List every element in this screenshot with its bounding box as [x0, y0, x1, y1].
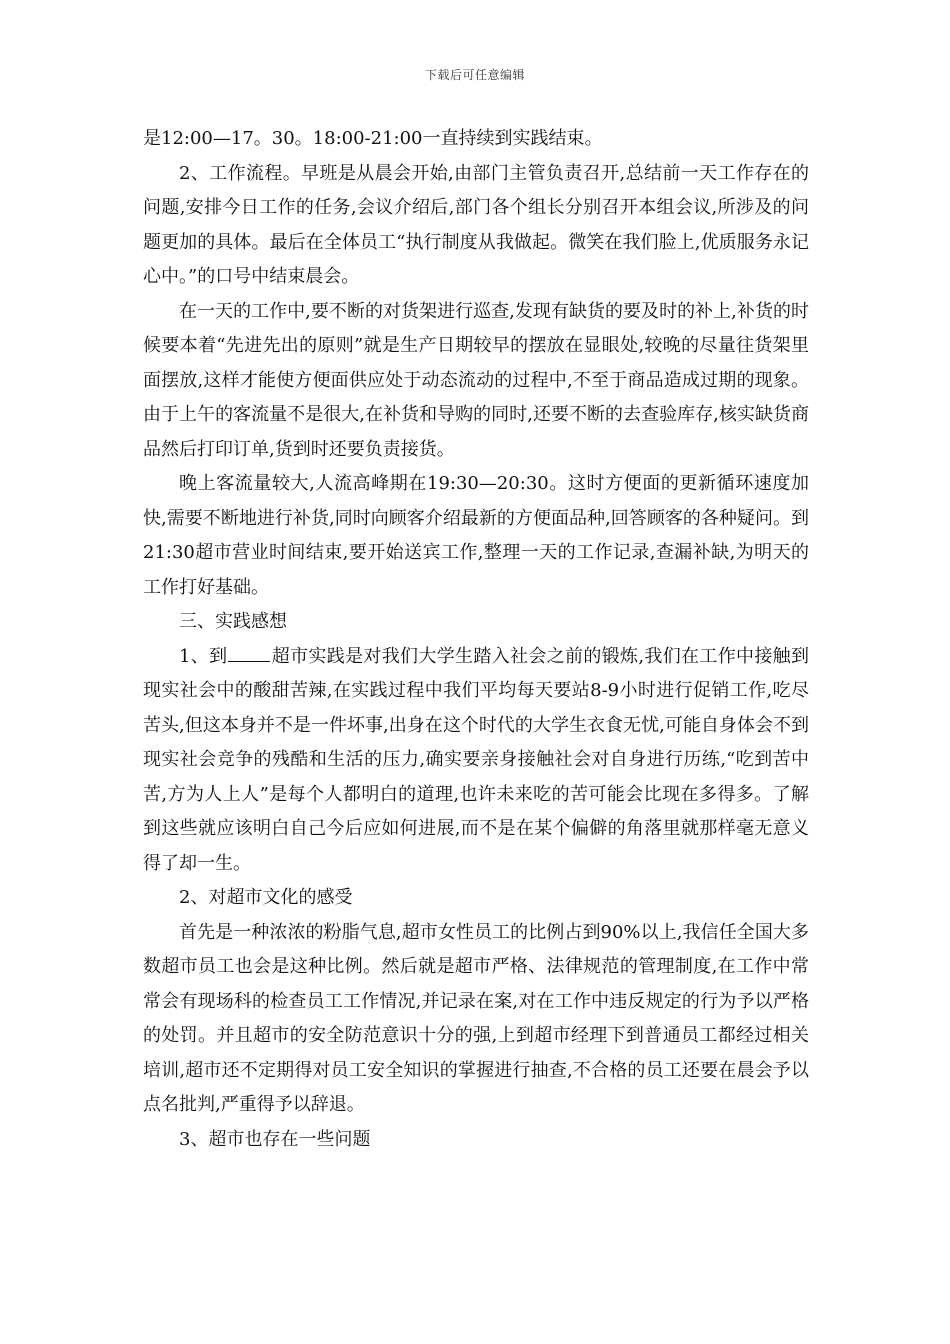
paragraph-evening-work: 晚上客流量较大,人流高峰期在19:30—20:30。这时方便面的更新循环速度加快,需要不断地进行补货,同时向顾客介绍最新的方便面品种,回答顾客的各种疑问。到21:30超市营业时间结束,要开始送宾工作,整理一天的工作记录,查漏补缺,为明天的工作打好基础。 — [143, 473, 809, 598]
reflection-1-text: 超市实践是对我们大学生踏入社会之前的锻炼,我们在工作中接触到现实社会中的酸甜苦辣,在实践过程中我们平均每天要站8-9小时进行促销工作,吃尽苦头,但这本身并不是一件坏事,出身在这个时代的大学生衣食无忧,可能自身体会不到现实社会竞争的残酷和生活的压力,确实要亲身接触社会对自身进行历练,“吃到苦中苦,方为人上人”是每个人都明白的道理,也许未来吃的苦可能会比现在多得多。了解到这些就应该明白自己今后应如何进展,而不是在某个偏僻的角落里就那样毫无意义得了却一生。 — [143, 645, 809, 874]
paragraph-daily-work: 在一天的工作中,要不断的对货架进行巡查,发现有缺货的要及时的补上,补货的时候要本着“先进先出的原则”就是生产日期较早的摆放在显眼处,较晚的尽量往货架里面摆放,这样才能使方便面供应处于动态流动的过程中,不至于商品造成过期的现象。由于上午的客流量不是很大,在补货和导购的同时,还要不断的去查验库存,核实缺货商品然后打印订单,货到时还要负责接货。 — [143, 300, 809, 460]
section-heading-practice-reflections: 三、实践感想 — [179, 611, 287, 632]
subheading-supermarket-problems: 3、超市也存在一些问题 — [179, 1128, 371, 1150]
paragraph-work-process: 2、工作流程。早班是从晨会开始,由部门主管负责召开,总结前一天工作存在的问题,安排今日工作的任务,会议介绍后,部门各个组长分别召开本组会议,所涉及的问题更加的具体。最后在全体员工“执行制度从我做起。微笑在我们脸上,优质服务永记心中。”的口号中结束晨会。 — [143, 162, 809, 287]
blank-underline — [228, 645, 270, 662]
subheading-supermarket-culture: 2、对超市文化的感受 — [179, 887, 353, 908]
page-header: 下载后可任意编辑 — [424, 68, 525, 82]
reflection-1-prefix: 1、到 — [179, 645, 228, 667]
paragraph-reflection-1 — [143, 640, 809, 882]
paragraph-continuation: 是12:00—17。30。18:00-21:00一直持续到实践结束。 — [143, 128, 603, 149]
document-body — [143, 122, 809, 1157]
paragraph-supermarket-culture: 首先是一种浓浓的粉脂气息,超市女性员工的比例占到90%以上,我信任全国大多数超市员工也会是这种比例。然后就是超市严格、法律规范的管理制度,在工作中常常会有现场科的检查员工工作情况,并记录在案,对在工作中违反规定的行为予以严格的处罚。并且超市的安全防范意识十分的强,上到超市经理下到普通员工都经过相关培训,超市还不定期得对员工安全知识的掌握进行抽查,不合格的员工还要在晨会予以点名批判,严重得予以辞退。 — [143, 921, 809, 1115]
